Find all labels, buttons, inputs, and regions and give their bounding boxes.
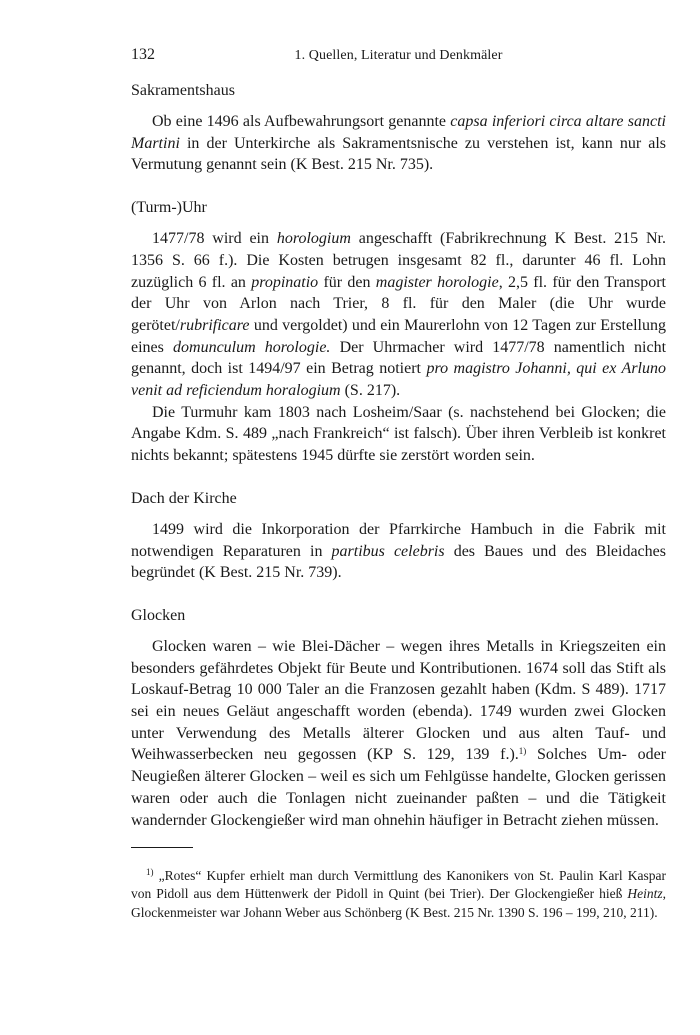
footnote-marker: 1) — [146, 866, 154, 877]
italic-text-run: propinatio — [251, 273, 319, 291]
section-heading-glocken: Glocken — [131, 606, 186, 624]
text-run: für den — [318, 273, 376, 291]
text-run: angeschafft (Fabrikrechnung K Best. 215 Nr. 1356 S. 66 f.). Die Kosten betrugen insgesamt 82 fl., darunter 46 fl. Lohn zuzüglich 6 fl. an — [131, 230, 666, 291]
footnote-marker: 1) — [518, 746, 527, 757]
text-run: in der Unterkirche als Sakramentsnische zu verstehen ist, kann nur als Vermutung genannt sein (K Best. 215 Nr. 735). — [131, 134, 666, 174]
text-run: Der Uhrmacher wird 1477/78 namentlich nicht genannt, doch ist 1494/97 ein Betrag notiert — [131, 338, 667, 378]
body-text — [131, 80, 666, 831]
text-run: Die Turmuhr kam 1803 nach Losheim/Saar (s. nachstehend bei Glocken; die Angabe Kdm. S. 489 „nach Frankreich“ ist falsch). Über ihren Verbleib ist konkret nichts bekannt; spätestens 1945 dürfte sie zerstört worden sein. — [131, 403, 666, 465]
italic-text-run: domunculum horologie. — [173, 338, 331, 356]
page-number: 132 — [131, 46, 155, 63]
text-run: des Baues und des Bleidaches begründet (K Best. 215 Nr. 739). — [131, 542, 666, 582]
text-run: , 2,5 fl. für den Transport der Uhr von Arlon nach Trier, 8 fl. für den Maler (die Uhr wurde gerötet/ — [131, 273, 666, 334]
italic-text-run: partibus celebris — [331, 542, 445, 560]
italic-text-run: rubrificare — [179, 316, 250, 334]
text-run: und vergoldet) und ein Maurerlohn von 12 Tagen zur Erstellung eines — [131, 316, 666, 356]
paragraph-turmuhr-1 — [131, 228, 666, 402]
text-run: „Rotes“ Kupfer erhielt man durch Vermittlung des Kanonikers von St. Paulin Karl Kaspar von Pidoll aus dem Hüttenwerk der Pidoll in Quint (bei Trier). Der Glockengießer hieß — [131, 867, 666, 902]
text-run: 1499 wird die Inkorporation der Pfarrkirche Hambuch in die Fabrik mit notwendigen Reparaturen in — [131, 520, 666, 560]
text-run: (S. 217). — [340, 382, 401, 400]
paragraph-glocken — [131, 636, 666, 831]
paragraph-sakramentshaus — [131, 111, 666, 176]
section-heading-turmuhr: (Turm-)Uhr — [131, 199, 207, 217]
section-heading-dach: Dach der Kirche — [131, 489, 237, 507]
text-run: Solches Um- oder Neugießen älterer Glocken – weil es sich um Fehlgüsse handelte, Glocken gerissen waren oder auch die Tonlagen nicht zueinander paßten – und die Tätigkeit wandernder Glockengießer wird man ohnehin häufiger in Betracht ziehen müssen. — [131, 746, 667, 829]
paragraph-dach — [131, 519, 666, 584]
italic-text-run: horologium — [276, 230, 351, 248]
italic-text-run: capsa inferiori circa altare sancti Martini — [131, 113, 666, 152]
footnote — [131, 867, 666, 923]
text-run: 1477/78 wird ein — [152, 230, 277, 248]
text-run: Ob eine 1496 als Aufbewahrungsort genannte — [152, 113, 451, 130]
section-heading-sakramentshaus: Sakramentshaus — [131, 82, 235, 99]
paragraph-turmuhr-2 — [131, 402, 666, 467]
text-run: , Glockenmeister war Johann Weber aus Schönberg (K Best. 215 Nr. 1390 S. 196 – 199, 210, 211). — [131, 886, 666, 920]
italic-text-run: pro magistro Johanni, qui ex Arluno venit ad reficiendum horalogium — [131, 360, 666, 400]
footnote-rule — [131, 847, 193, 848]
running-title: 1. Quellen, Literatur und Denkmäler — [294, 48, 503, 63]
text-run: Glocken waren – wie Blei-Dächer – wegen ihres Metalls in Kriegszeiten ein besonders gefährdetes Objekt für Beute und Kontributionen. 1674 soll das Stift als Loskauf-Betrag 10 000 Taler an die Franzosen gezahlt haben (Kdm. S 489). 1717 sei ein neues Geläut angeschafft worden (ebenda). 1749 wurden zwei Glocken unter Verwendung des Metalls älterer Glocken und aus alten Tauf- und Weihwasserbecken neu gegossen (KP S. 129, 139 f.). — [131, 637, 666, 764]
italic-text-run: magister horologie — [375, 273, 499, 291]
running-head — [131, 46, 666, 68]
italic-text-run: Heintz — [627, 886, 663, 902]
